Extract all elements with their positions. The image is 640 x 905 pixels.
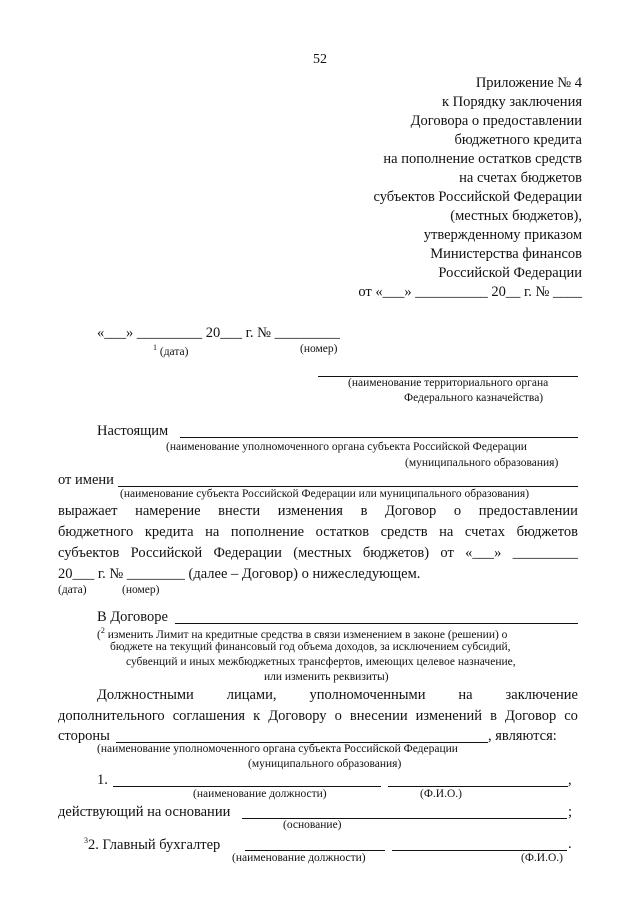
word: бюджетов xyxy=(516,524,578,540)
officials-line-1 xyxy=(97,687,578,704)
word: на xyxy=(205,524,220,540)
storony-label: стороны xyxy=(58,728,110,744)
number-caption-2: (номер) xyxy=(122,584,160,596)
header-line: Приложение № 4 xyxy=(475,75,582,91)
word: намерение xyxy=(135,503,201,519)
appendix-header xyxy=(222,74,582,302)
amendment-caption-3: субвенций и иных межбюджетных трансфертов, имеющих целевое назначение, xyxy=(126,656,516,668)
amendment-caption-1-text: изменить Лимит на кредитные средства в связи изменением в законе (решении) о xyxy=(107,628,508,641)
amendment-caption-4: или изменить реквизиты) xyxy=(264,671,389,683)
amendment-caption-2: бюджете на текущий финансовый год объема доходов, за исключением субсидий, xyxy=(110,641,511,653)
word: о xyxy=(334,708,342,724)
paragraph-line-4: 20___ г. № ________ (далее – Договор) о нижеследующем. xyxy=(58,566,421,582)
word: _________ xyxy=(512,545,578,561)
ot-imeni-line xyxy=(118,486,578,487)
officials-line-2 xyxy=(58,708,578,725)
word: субъектов xyxy=(58,545,120,561)
word: Договору xyxy=(268,708,327,724)
word: внесении xyxy=(349,708,408,724)
fio-caption-2: (Ф.И.О.) xyxy=(521,852,563,864)
word: уполномоченными xyxy=(309,687,426,703)
word: лицами, xyxy=(226,687,277,703)
v-dogovore-label: В Договоре xyxy=(97,609,168,625)
word: бюджетов) xyxy=(362,545,430,561)
acting-label: действующий на основании xyxy=(58,804,231,820)
word: бюджетного xyxy=(58,524,134,540)
header-line: Министерства финансов xyxy=(430,246,582,262)
item2-fio-line xyxy=(392,850,567,851)
footnote-mark-2: 2 xyxy=(100,626,105,635)
authority-caption-2: Федерального казначейства) xyxy=(404,392,544,404)
header-line: бюджетного кредита xyxy=(454,132,582,148)
org-caption-2: (муниципального образования) xyxy=(405,457,559,469)
item1-number: 1. xyxy=(97,772,108,788)
officials-org-caption-2: (муниципального образования) xyxy=(248,758,402,770)
footnote-mark-3: 3 xyxy=(84,836,88,845)
word: на xyxy=(458,687,473,703)
org-caption-1: (наименование уполномоченного органа субъекта Российской Федерации xyxy=(166,441,527,453)
item2-position-line xyxy=(245,850,385,851)
nastoyashchim-label: Настоящим xyxy=(97,423,169,439)
item1-position-line xyxy=(113,786,381,787)
word: (местных xyxy=(293,545,352,561)
word: внести xyxy=(218,503,261,519)
amendment-caption-1: ($^2$ изменить Лимит на кредитные средства в связи изменением в законе (решении) о xyxy=(97,626,508,641)
word: кредита xyxy=(144,524,194,540)
word: к xyxy=(253,708,261,724)
header-line: на пополнение остатков средств xyxy=(383,151,582,167)
acting-semicolon: ; xyxy=(568,804,573,820)
word: Федерации xyxy=(213,545,282,561)
word: Договор xyxy=(504,708,557,724)
word: от xyxy=(440,545,454,561)
word: средств xyxy=(380,524,428,540)
fio-caption: (Ф.И.О.) xyxy=(420,788,462,800)
header-line: Российской Федерации xyxy=(438,265,582,281)
word: Должностными xyxy=(97,687,194,703)
paragraph-line-3 xyxy=(58,545,578,562)
item1-comma: , xyxy=(568,772,572,788)
date-caption-text: (дата) xyxy=(159,345,189,358)
header-line: на счетах бюджетов xyxy=(459,170,582,186)
authority-caption-1: (наименование территориального органа xyxy=(348,377,549,389)
nastoyashchim-line xyxy=(180,437,578,438)
word: Российской xyxy=(130,545,203,561)
word: соглашения xyxy=(172,708,246,724)
basis-caption: (основание) xyxy=(283,819,342,831)
footnote-mark-1: 1 xyxy=(153,343,157,352)
word: изменения xyxy=(277,503,343,519)
item1-fio-line xyxy=(388,786,568,787)
date-caption xyxy=(153,343,188,358)
word: остатков xyxy=(315,524,370,540)
position-caption: (наименование должности) xyxy=(193,788,327,800)
item2-label xyxy=(84,836,220,854)
header-line: к Порядку заключения xyxy=(441,94,582,110)
header-line: субъектов Российской Федерации xyxy=(373,189,582,205)
word: заключение xyxy=(505,687,578,703)
header-line: утвержденному приказом xyxy=(423,227,582,243)
item2-label-text: 2. Главный бухгалтер xyxy=(88,836,221,853)
header-line: (местных бюджетов), xyxy=(450,208,582,224)
word: со xyxy=(564,708,578,724)
word: «___» xyxy=(465,545,502,561)
word: в xyxy=(360,503,368,519)
word: Договор xyxy=(385,503,437,519)
word: о xyxy=(453,503,462,519)
paragraph-line-2 xyxy=(58,524,578,541)
word: счетах xyxy=(464,524,505,540)
word: дополнительного xyxy=(58,708,165,724)
v-dogovore-line xyxy=(175,623,578,624)
position-caption-2: (наименование должности) xyxy=(232,852,366,864)
word: пополнение xyxy=(230,524,305,540)
word: на xyxy=(439,524,454,540)
header-line: от «___» __________ 20__ г. № ____ xyxy=(358,284,582,300)
header-line: Договора о предоставлении xyxy=(410,113,582,129)
date-caption-2: (дата) xyxy=(58,584,87,596)
yavlyayutsya-label: , являются: xyxy=(488,728,557,744)
officials-org-caption-1: (наименование уполномоченного органа субъекта Российской Федерации xyxy=(97,743,458,755)
item2-period: . xyxy=(568,836,572,852)
word: выражает xyxy=(58,503,118,519)
page-number: 52 xyxy=(313,52,327,67)
paragraph-line-1 xyxy=(58,503,578,520)
word: предоставлении xyxy=(478,503,578,519)
date-number-line: «___» _________ 20___ г. № _________ xyxy=(97,325,340,341)
subject-caption: (наименование субъекта Российской Федерации или муниципального образования) xyxy=(120,488,530,500)
word: изменений xyxy=(415,708,483,724)
ot-imeni-label: от имени xyxy=(58,472,114,488)
word: в xyxy=(490,708,497,724)
number-caption: (номер) xyxy=(300,343,338,355)
